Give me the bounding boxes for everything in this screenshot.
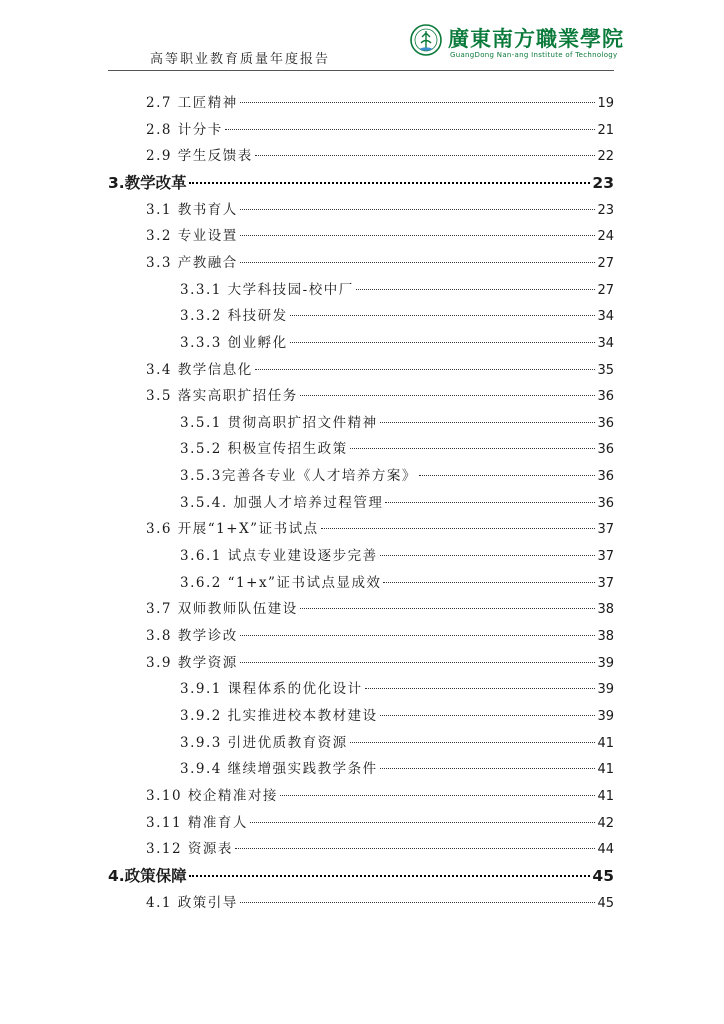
toc-entry-title: 3.8 教学诊改 (146, 628, 238, 644)
toc-entry-title: 3.3.3 创业孵化 (180, 334, 288, 351)
toc-entry-title: 3.5 落实高职扩招任务 (146, 388, 298, 405)
toc-entry[interactable] (180, 572, 614, 594)
toc-dot-leader (321, 528, 596, 529)
toc-entry-title: 3.6.2 “1+x”证书试点显成效 (180, 574, 382, 591)
toc-dot-leader (189, 875, 591, 877)
toc-dot-leader (240, 635, 596, 636)
toc-entry-page: 34 (597, 309, 614, 325)
toc-entry[interactable] (180, 705, 614, 727)
toc-dot-leader (365, 688, 596, 689)
toc-entry-title: 3.5.2 积极宣传招生政策 (180, 441, 348, 458)
toc-dot-leader (290, 342, 596, 343)
toc-entry-page: 38 (597, 602, 614, 618)
toc-entry-page: 37 (597, 522, 614, 538)
toc-entry-page: 19 (597, 96, 614, 111)
toc-entry-page: 45 (597, 895, 614, 911)
toc-entry[interactable] (146, 625, 614, 647)
toc-entry-page: 23 (597, 202, 614, 218)
toc-entry[interactable] (180, 332, 614, 354)
toc-entry[interactable] (180, 279, 614, 301)
toc-entry[interactable] (146, 518, 614, 540)
toc-entry-title: 3.10 校企精准对接 (146, 787, 278, 804)
toc-dot-leader (300, 608, 596, 609)
toc-entry-page: 27 (597, 255, 614, 271)
toc-entry[interactable] (180, 412, 614, 434)
toc-entry-page: 36 (597, 442, 614, 458)
toc-entry-title: 3.12 资源表 (146, 841, 233, 858)
toc-entry-title: 2.9 学生反馈表 (146, 148, 253, 165)
toc-entry-title: 3.9.1 课程体系的优化设计 (180, 681, 363, 698)
toc-dot-leader (240, 102, 596, 103)
toc-entry-page: 39 (597, 708, 614, 724)
toc-dot-leader (250, 822, 596, 823)
header-divider (108, 70, 614, 71)
toc-entry[interactable] (146, 892, 614, 914)
toc-dot-leader (380, 768, 596, 769)
toc-entry[interactable] (146, 92, 614, 114)
toc-dot-leader (240, 262, 596, 263)
toc-entry[interactable] (146, 199, 614, 221)
toc-entry[interactable] (108, 172, 614, 194)
toc-entry[interactable] (146, 119, 614, 141)
toc-entry-title: 3.9.3 引进优质教育资源 (180, 734, 348, 751)
toc-entry-page: 23 (592, 173, 614, 192)
toc-entry[interactable] (180, 305, 614, 327)
toc-entry-title: 3.11 精准育人 (146, 814, 248, 831)
toc-entry[interactable] (146, 812, 614, 834)
school-name: 廣東南方職業學院 (448, 26, 624, 51)
toc-entry-page: 34 (597, 335, 614, 351)
toc-entry-page: 24 (597, 229, 614, 245)
toc-entry[interactable] (180, 492, 614, 514)
toc-entry-page: 36 (597, 469, 614, 485)
toc-dot-leader (240, 235, 596, 236)
toc-dot-leader (225, 129, 596, 130)
toc-entry-page: 37 (597, 549, 614, 565)
toc-entry[interactable] (146, 838, 614, 860)
toc-dot-leader (240, 662, 596, 663)
toc-dot-leader (380, 715, 596, 716)
toc-entry[interactable] (108, 865, 614, 887)
toc-dot-leader (350, 742, 596, 743)
toc-dot-leader (240, 209, 596, 210)
toc-entry-page: 21 (597, 122, 614, 138)
toc-dot-leader (240, 902, 596, 903)
toc-entry-page: 22 (597, 149, 614, 165)
toc-dot-leader (290, 315, 596, 316)
school-emblem-icon (410, 24, 442, 56)
toc-entry-page: 41 (597, 735, 614, 751)
toc-entry-title: 3.5.3完善各专业《人才培养方案》 (180, 468, 417, 485)
toc-entry-page: 36 (597, 495, 614, 511)
toc-entry-title: 3.5.4. 加强人才培养过程管理 (180, 494, 384, 511)
toc-dot-leader (280, 795, 596, 796)
toc-entry[interactable] (146, 652, 614, 674)
toc-entry-page: 38 (597, 629, 614, 644)
toc-entry-title: 3.6.1 试点专业建设逐步完善 (180, 548, 378, 565)
report-title: 高等职业教育质量年度报告 (150, 52, 331, 67)
toc-entry-title: 3.2 专业设置 (146, 228, 238, 245)
toc-entry[interactable] (146, 225, 614, 247)
toc-entry-title: 3.教学改革 (108, 173, 187, 192)
toc-dot-leader (419, 475, 596, 476)
toc-entry-title: 3.3 产教融合 (146, 254, 238, 271)
toc-entry-page: 36 (597, 389, 614, 405)
toc-dot-leader (255, 369, 596, 370)
toc-dot-leader (356, 289, 596, 290)
toc-dot-leader (380, 555, 596, 556)
toc-dot-leader (255, 155, 596, 156)
toc-entry-page: 37 (597, 575, 614, 591)
toc-entry-page: 41 (597, 788, 614, 804)
toc-entry-title: 3.9.2 扎实推进校本教材建设 (180, 707, 378, 724)
toc-dot-leader (380, 422, 596, 423)
toc-entry-title: 3.9 教学资源 (146, 654, 238, 671)
toc-dot-leader (235, 848, 596, 849)
school-name-english: GuangDong Nan-ang Institute of Technology (450, 51, 618, 59)
toc-entry-page: 36 (597, 415, 614, 431)
toc-entry[interactable] (180, 545, 614, 567)
toc-entry[interactable] (180, 758, 614, 780)
toc-entry-page: 39 (597, 682, 614, 698)
toc-entry[interactable] (180, 732, 614, 754)
toc-entry-page: 42 (597, 815, 614, 831)
toc-entry-title: 3.6 开展“1+X”证书试点 (146, 521, 319, 538)
toc-entry-title: 3.4 教学信息化 (146, 361, 253, 378)
toc-entry[interactable] (180, 678, 614, 700)
toc-entry[interactable] (146, 785, 614, 807)
toc-entry-title: 2.8 计分卡 (146, 121, 223, 138)
toc-entry[interactable] (146, 145, 614, 167)
toc-entry[interactable] (146, 598, 614, 620)
toc-entry[interactable] (180, 438, 614, 460)
toc-entry-title: 3.7 双师教师队伍建设 (146, 601, 298, 618)
toc-dot-leader (300, 395, 596, 396)
toc-entry-title: 3.5.1 贯彻高职扩招文件精神 (180, 414, 378, 431)
toc-entry-page: 39 (597, 655, 614, 671)
toc-dot-leader (350, 448, 596, 449)
toc-entry-page: 27 (597, 282, 614, 298)
toc-dot-leader (189, 182, 591, 184)
toc-entry-title: 2.7 工匠精神 (146, 95, 238, 111)
toc-entry-title: 4.政策保障 (108, 866, 187, 885)
toc-entry[interactable] (146, 359, 614, 381)
toc-dot-leader (385, 502, 595, 503)
toc-entry-page: 35 (597, 362, 614, 378)
toc-entry-page: 45 (592, 866, 614, 885)
toc-entry-title: 3.3.1 大学科技园-校中厂 (180, 281, 354, 298)
toc-entry-page: 41 (597, 762, 614, 778)
toc-entry-title: 3.9.4 继续增强实践教学条件 (180, 761, 378, 778)
toc-entry-page: 44 (597, 842, 614, 858)
toc-entry[interactable] (180, 465, 614, 487)
toc-entry[interactable] (146, 252, 614, 274)
toc-entry-title: 3.3.2 科技研发 (180, 308, 288, 325)
toc-entry-title: 4.1 政策引导 (146, 894, 238, 911)
toc-entry-title: 3.1 教书育人 (146, 201, 238, 218)
toc-dot-leader (383, 582, 595, 583)
toc-entry[interactable] (146, 385, 614, 407)
